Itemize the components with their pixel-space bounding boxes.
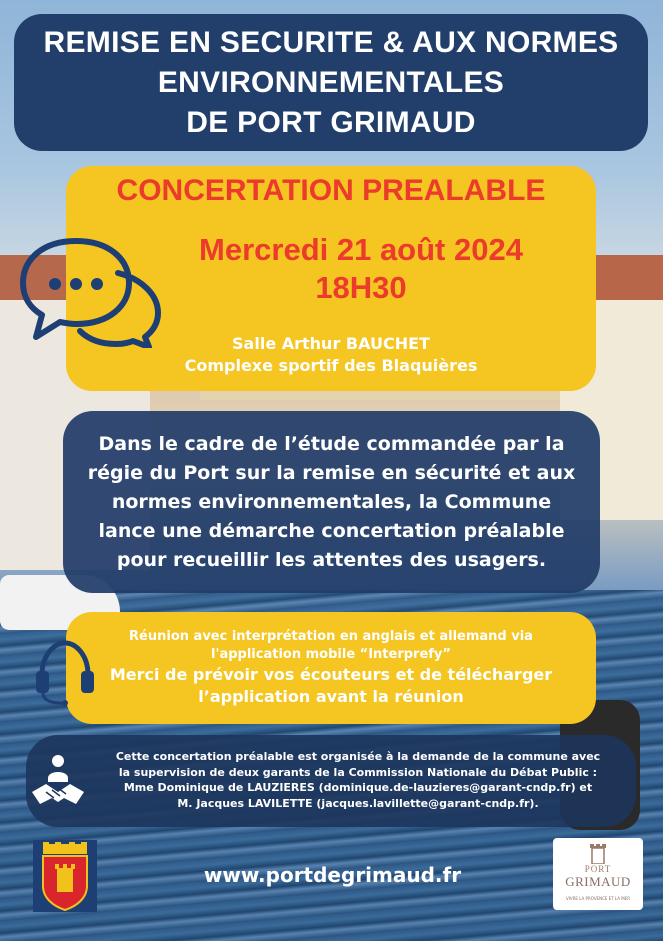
intro-line: lance une démarche concertation préalable <box>98 519 565 542</box>
garants-panel <box>26 735 636 827</box>
logo-name-text: GRIMAUD <box>565 874 631 889</box>
garants-line: Mme Dominique de LAUZIERES (dominique.de-lauzieres@garant-cndp.fr) et <box>123 781 593 794</box>
intro-line: pour recueillir les attentes des usagers. <box>116 548 547 571</box>
logo-port-text: PORT <box>584 864 612 874</box>
tower-icon <box>586 842 610 864</box>
title-banner <box>14 14 648 151</box>
logo-tagline-text: VIVRE LA PROVENCE ET LA MER <box>565 896 630 901</box>
garants-line: la supervision de deux garants de la Commission Nationale du Débat Public : <box>118 765 598 779</box>
handshake-icon <box>28 752 88 812</box>
intro-line: normes environnementales, la Commune <box>111 490 552 513</box>
title-line: DE PORT GRIMAUD <box>186 105 476 139</box>
website-link[interactable]: www.portdegrimaud.fr <box>203 863 462 887</box>
title-line: REMISE EN SECURITE & AUX NORMES <box>43 25 619 59</box>
garants-line: M. Jacques LAVILETTE (jacques.lavillette@garant-cndp.fr). <box>177 796 539 810</box>
garants-line: Cette concertation préalable est organisée à la demande de la commune avec <box>115 750 601 763</box>
intro-panel <box>63 411 600 593</box>
chat-bubbles-icon <box>18 233 163 348</box>
interpretation-line: l’application avant la réunion <box>198 687 464 706</box>
headset-icon <box>30 637 100 707</box>
interpretation-line: Réunion avec interprétation en anglais et allemand via <box>129 629 533 644</box>
town-crest-icon <box>33 840 97 912</box>
event-time: 18H30 <box>315 270 407 305</box>
venue-name: Salle Arthur BAUCHET <box>232 334 430 353</box>
title-line: ENVIRONNEMENTALES <box>157 65 505 99</box>
port-grimaud-logo <box>553 838 643 910</box>
event-heading: CONCERTATION PREALABLE <box>116 174 546 207</box>
venue-complex: Complexe sportif des Blaquières <box>184 356 478 375</box>
interpretation-line: l'application mobile “Interprefy” <box>211 647 451 662</box>
intro-line: régie du Port sur la remise en sécurité et aux <box>87 461 576 484</box>
interpretation-line: Merci de prévoir vos écouteurs et de télécharger <box>109 665 553 684</box>
event-date: Mercredi 21 août 2024 <box>199 232 523 267</box>
intro-line: Dans le cadre de l’étude commandée par la <box>98 432 565 455</box>
interpretation-panel <box>66 612 596 724</box>
